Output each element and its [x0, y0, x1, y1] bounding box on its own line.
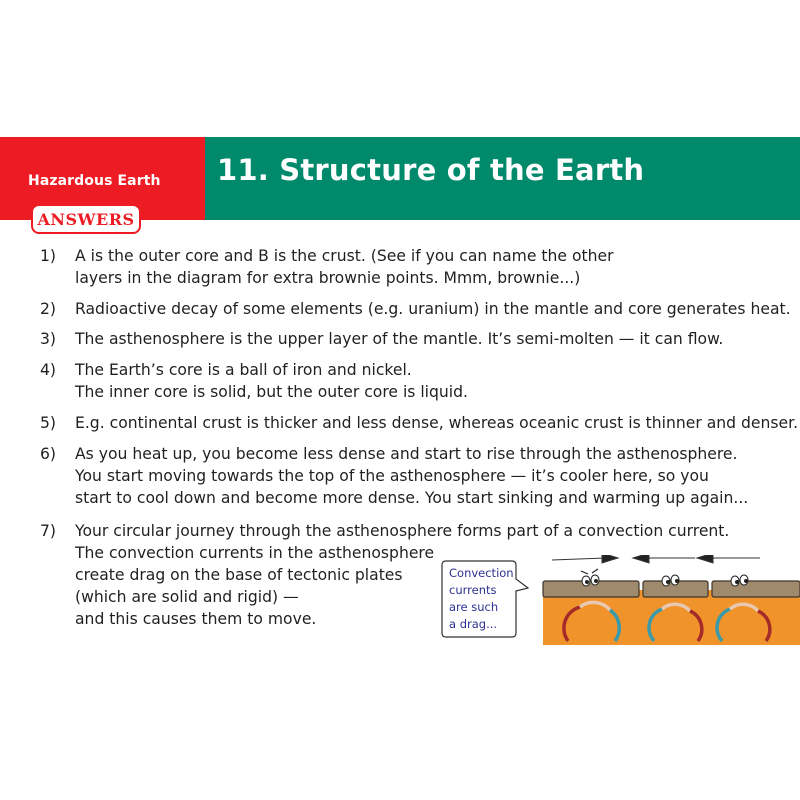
answer-text [75, 443, 748, 509]
answer-text [75, 359, 468, 403]
answer-line: The convection currents in the asthenosphere [75, 544, 435, 562]
answer-text [75, 298, 791, 320]
answer-text [75, 245, 614, 289]
section-banner [0, 137, 205, 229]
answers-badge [31, 204, 141, 234]
convection-cartoon [440, 555, 800, 650]
title-banner [205, 137, 800, 220]
answer-line: Radioactive decay of some elements (e.g. uranium) in the mantle and core generates heat. [75, 300, 791, 318]
answer-text [75, 328, 723, 350]
answer-number: 5) [40, 414, 57, 432]
plate-motion-arrows [552, 555, 760, 563]
answer-line: create drag on the base of tectonic plates [75, 566, 403, 584]
bubble-line: are such [449, 600, 499, 614]
answer-line: The Earth’s core is a ball of iron and nickel. [75, 361, 412, 379]
answer-line: start to cool down and become more dense. You start sinking and warming up again... [75, 489, 749, 507]
mantle-layer [543, 590, 800, 645]
answer-line: Your circular journey through the asthenosphere forms part of a convection current. [75, 522, 730, 540]
chapter-header [0, 137, 800, 229]
page-title: 11. Structure of the Earth [217, 153, 645, 187]
section-label: Hazardous Earth [28, 173, 161, 189]
bubble-line: Convection [449, 566, 514, 580]
tectonic-plate [712, 581, 800, 597]
answer-line: The asthenosphere is the upper layer of the mantle. It’s semi-molten — it can flow. [75, 330, 724, 348]
tectonic-plate [543, 581, 639, 597]
bubble-line: a drag... [449, 617, 498, 631]
answer-line: layers in the diagram for extra brownie points. Mmm, brownie...) [75, 269, 581, 287]
answer-line: (which are solid and rigid) — [75, 588, 299, 606]
answer-line: and this causes them to move. [75, 610, 317, 628]
answer-line: A is the outer core and B is the crust. (See if you can name the other [75, 247, 614, 265]
bubble-line: currents [449, 583, 497, 597]
answer-number: 3) [40, 330, 57, 348]
answer-line: As you heat up, you become less dense and start to rise through the asthenosphere. [75, 445, 738, 463]
answer-number: 2) [40, 300, 57, 318]
answer-number: 7) [40, 522, 57, 540]
answer-line: You start moving towards the top of the asthenosphere — it’s cooler here, so you [75, 467, 709, 485]
answer-line: The inner core is solid, but the outer core is liquid. [75, 383, 468, 401]
answer-text [75, 412, 798, 434]
answer-line: E.g. continental crust is thicker and less dense, whereas oceanic crust is thinner and denser. [75, 414, 799, 432]
answer-number: 1) [40, 247, 57, 265]
answer-number: 6) [40, 445, 57, 463]
answers-badge-label: ANSWERS [37, 209, 135, 229]
answer-number: 4) [40, 361, 57, 379]
